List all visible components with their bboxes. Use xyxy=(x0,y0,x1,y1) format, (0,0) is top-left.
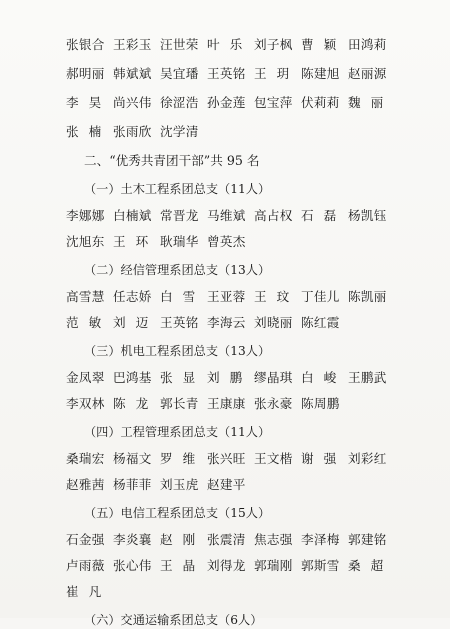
person-name: 郭建铭 xyxy=(348,531,387,547)
name-row xyxy=(66,33,430,53)
person-name: 伏莉莉 xyxy=(301,94,340,110)
person-name: 巴鸿基 xyxy=(113,369,152,385)
person-name: 汪世荣 xyxy=(160,36,199,52)
person-name: 王晶 xyxy=(160,557,206,573)
branch-heading: （二）经信管理系团总支（13人） xyxy=(84,262,271,277)
branch-heading: （一）土木工程系团总支（11人） xyxy=(84,181,271,196)
person-name: 郭瑞刚 xyxy=(254,557,293,573)
name-row xyxy=(66,91,430,111)
name-row xyxy=(66,473,430,493)
branch-heading: （五）电信工程系团总支（15人） xyxy=(84,505,271,520)
person-name: 高雪慧 xyxy=(66,288,105,304)
person-name: 桑瑞宏 xyxy=(66,450,105,466)
person-name: 罗维 xyxy=(160,450,206,466)
person-name: 高占权 xyxy=(254,207,293,223)
person-name: 刘鹏 xyxy=(207,369,253,385)
person-name: 缪晶琪 xyxy=(254,369,293,385)
person-name: 曾英杰 xyxy=(207,233,246,249)
name-row xyxy=(66,528,430,548)
person-name: 白楠斌 xyxy=(113,207,152,223)
person-name: 王鹏武 xyxy=(348,369,387,385)
person-name: 马维斌 xyxy=(207,207,246,223)
person-name: 包宝萍 xyxy=(254,94,293,110)
name-row xyxy=(66,230,430,250)
person-name: 王亚蓉 xyxy=(207,288,246,304)
person-name: 魏丽 xyxy=(348,94,394,110)
person-name: 韩斌斌 xyxy=(113,65,152,81)
person-name: 杨凯钰 xyxy=(348,207,387,223)
person-name: 赵雅茜 xyxy=(66,476,105,492)
person-name: 刘晓丽 xyxy=(254,314,293,330)
section-2-heading: 二、“优秀共青团干部”共 95 名 xyxy=(84,152,260,168)
person-name: 王玟 xyxy=(254,288,300,304)
person-name: 徐涩浩 xyxy=(160,94,199,110)
person-name: 丁佳儿 xyxy=(301,288,340,304)
person-name: 张显 xyxy=(160,369,206,385)
person-name: 耿瑞华 xyxy=(160,233,199,249)
name-row xyxy=(66,392,430,412)
person-name: 王彩玉 xyxy=(113,36,152,52)
person-name: 赵建平 xyxy=(207,476,246,492)
person-name: 陈建旭 xyxy=(301,65,340,81)
person-name: 赵丽源 xyxy=(348,65,387,81)
person-name: 李海云 xyxy=(207,314,246,330)
person-name: 郭斯雪 xyxy=(301,557,340,573)
person-name: 陈凯丽 xyxy=(348,288,387,304)
person-name: 张银合 xyxy=(66,36,105,52)
person-name: 陈周鹏 xyxy=(301,395,340,411)
person-name: 任志娇 xyxy=(113,288,152,304)
person-name: 石金强 xyxy=(66,531,105,547)
person-name: 曹颖 xyxy=(301,36,347,52)
person-name: 焦志强 xyxy=(254,531,293,547)
person-name: 张雨欣 xyxy=(113,123,152,139)
person-name: 张心伟 xyxy=(113,557,152,573)
name-row xyxy=(66,554,430,574)
branch-heading: （三）机电工程系团总支（13人） xyxy=(84,343,271,358)
person-name: 崔凡 xyxy=(66,583,112,599)
person-name: 叶乐 xyxy=(207,36,253,52)
person-name: 郭长青 xyxy=(160,395,199,411)
person-name: 陈红霞 xyxy=(301,314,340,330)
person-name: 卢雨薇 xyxy=(66,557,105,573)
person-name: 张楠 xyxy=(66,123,112,139)
person-name: 沈旭东 xyxy=(66,233,105,249)
name-row xyxy=(66,311,430,331)
person-name: 李双林 xyxy=(66,395,105,411)
person-name: 刘子枫 xyxy=(254,36,293,52)
person-name: 王文楷 xyxy=(254,450,293,466)
person-name: 常晋龙 xyxy=(160,207,199,223)
person-name: 金凤翠 xyxy=(66,369,105,385)
person-name: 石磊 xyxy=(301,207,347,223)
person-name: 王英铭 xyxy=(207,65,246,81)
person-name: 张兴旺 xyxy=(207,450,246,466)
person-name: 张永豪 xyxy=(254,395,293,411)
person-name: 李炎襄 xyxy=(113,531,152,547)
person-name: 王环 xyxy=(113,233,159,249)
name-row xyxy=(66,204,430,224)
person-name: 杨菲菲 xyxy=(113,476,152,492)
person-name: 张震清 xyxy=(207,531,246,547)
person-name: 郝明丽 xyxy=(66,65,105,81)
person-name: 李娜娜 xyxy=(66,207,105,223)
name-row xyxy=(66,285,430,305)
branch-heading: （四）工程管理系团总支（11人） xyxy=(84,424,271,439)
person-name: 尚兴伟 xyxy=(113,94,152,110)
person-name: 吴宜璠 xyxy=(160,65,199,81)
person-name: 王康康 xyxy=(207,395,246,411)
person-name: 刘彩红 xyxy=(348,450,387,466)
person-name: 陈龙 xyxy=(113,395,159,411)
person-name: 孙金莲 xyxy=(207,94,246,110)
person-name: 杨福文 xyxy=(113,450,152,466)
person-name: 范敏 xyxy=(66,314,112,330)
person-name: 谢强 xyxy=(301,450,347,466)
name-row xyxy=(66,580,430,600)
person-name: 沈学清 xyxy=(160,123,199,139)
name-row xyxy=(66,62,430,82)
person-name: 王玥 xyxy=(254,65,300,81)
name-row xyxy=(66,366,430,386)
person-name: 刘得龙 xyxy=(207,557,246,573)
person-name: 李泽梅 xyxy=(301,531,340,547)
person-name: 赵刚 xyxy=(160,531,206,547)
name-row xyxy=(66,120,430,140)
person-name: 桑超 xyxy=(348,557,394,573)
person-name: 王英铭 xyxy=(160,314,199,330)
name-row xyxy=(66,447,430,467)
branch-heading: （六）交通运输系团总支（6人） xyxy=(84,612,263,627)
person-name: 白峻 xyxy=(301,369,347,385)
person-name: 李昊 xyxy=(66,94,112,110)
person-name: 刘迈 xyxy=(113,314,159,330)
person-name: 刘玉虎 xyxy=(160,476,199,492)
person-name: 田鸿莉 xyxy=(348,36,387,52)
person-name: 白雪 xyxy=(160,288,206,304)
